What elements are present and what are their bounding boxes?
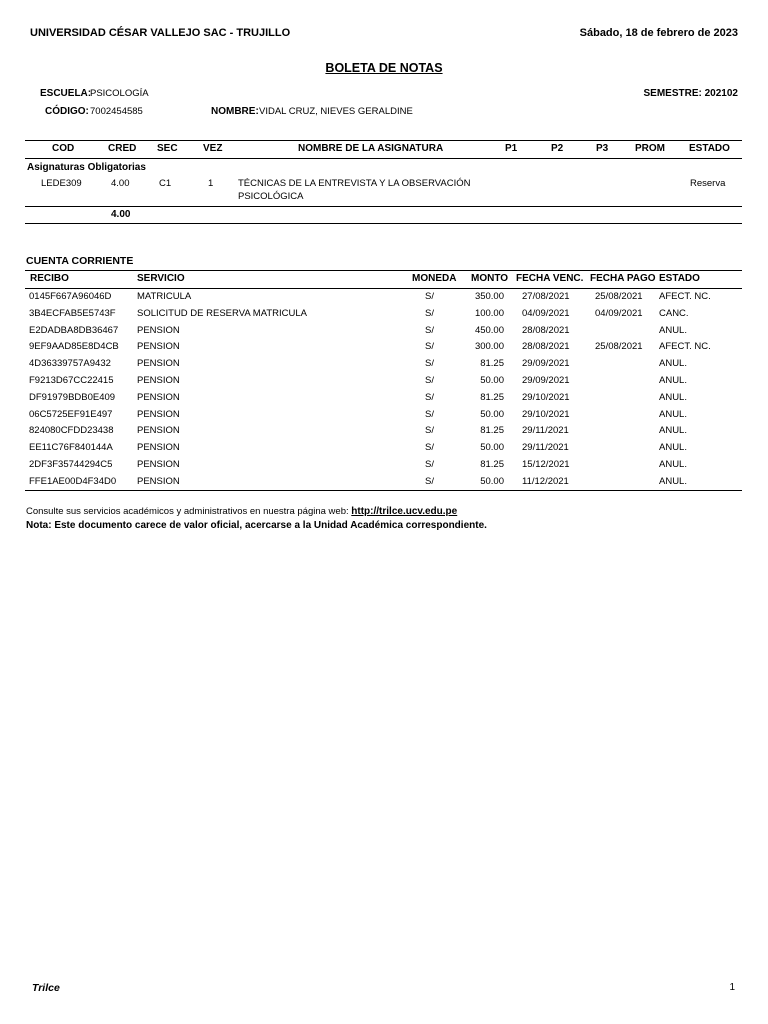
grades-header-row <box>0 143 768 157</box>
recibo-cell: EE11C76F840144A <box>29 442 113 454</box>
course-vez: 1 <box>208 178 214 189</box>
moneda-cell: S/ <box>425 391 434 403</box>
moneda-cell: S/ <box>425 375 434 386</box>
col-p1: P1 <box>505 143 518 154</box>
col-estado: ESTADO <box>689 143 730 154</box>
fecha-venc-cell: 28/08/2021 <box>522 324 570 336</box>
servicio-cell: PENSION <box>137 425 180 437</box>
footer-brand: Trilce <box>32 982 60 994</box>
estado-cell: ANUL. <box>659 459 687 470</box>
servicio-cell: PENSION <box>137 442 180 454</box>
account-row <box>0 291 768 308</box>
trilce-link[interactable]: http://trilce.ucv.edu.pe <box>351 506 458 517</box>
monto-cell: 81.25 <box>480 459 504 470</box>
recibo-cell: 3B4ECFAB5E5743F <box>29 307 116 319</box>
grades-bottom-rule <box>25 223 742 224</box>
codigo-label: CÓDIGO: <box>45 106 89 117</box>
recibo-cell: FFE1AE00D4F34D0 <box>29 475 117 487</box>
institution-name: UNIVERSIDAD CÉSAR VALLEJO SAC - TRUJILLO <box>30 27 291 39</box>
account-header-rule <box>25 288 742 289</box>
fecha-venc-cell: 04/09/2021 <box>522 307 570 319</box>
moneda-cell: S/ <box>425 408 434 420</box>
account-row <box>0 358 768 375</box>
fecha-venc-cell: 29/09/2021 <box>522 375 570 386</box>
consult-line <box>26 506 457 517</box>
fecha-venc-cell: 28/08/2021 <box>522 341 570 353</box>
monto-cell: 50.00 <box>480 375 504 386</box>
account-row <box>0 459 768 476</box>
recibo-cell: 4D36339757A9432 <box>29 358 111 370</box>
recibo-cell: DF91979BDB0E409 <box>29 391 116 403</box>
account-header-row <box>0 273 768 287</box>
recibo-cell: 2DF3F35744294C5 <box>29 459 113 470</box>
moneda-cell: S/ <box>425 358 434 370</box>
col-nombre: NOMBRE DE LA ASIGNATURA <box>298 143 444 154</box>
servicio-cell: MATRICULA <box>137 291 192 302</box>
nombre-label: NOMBRE: <box>211 106 259 117</box>
servicio-cell: PENSION <box>137 475 180 487</box>
recibo-cell: 06C5725EF91E497 <box>29 408 113 420</box>
moneda-cell: S/ <box>425 324 434 336</box>
recibo-cell: 0145F667A96046D <box>29 291 112 302</box>
recibo-cell: F9213D67CC22415 <box>29 375 114 386</box>
semestre-value: 202102 <box>704 88 738 99</box>
account-bottom-rule <box>25 490 742 491</box>
course-name-line1: TÉCNICAS DE LA ENTREVISTA Y LA OBSERVACIÓN <box>238 178 471 189</box>
estado-cell: ANUL. <box>659 324 687 336</box>
escuela-value: PSICOLOGÍA <box>90 88 149 99</box>
estado-cell: ANUL. <box>659 425 687 437</box>
col-fecha-pago: FECHA PAGO <box>590 273 656 284</box>
servicio-cell: PENSION <box>137 408 180 420</box>
col-moneda: MONEDA <box>412 273 457 284</box>
fecha-venc-cell: 27/08/2021 <box>522 291 570 302</box>
estado-cell: AFECT. NC. <box>659 341 711 353</box>
grades-top-rule <box>25 140 742 141</box>
account-title: CUENTA CORRIENTE <box>26 255 134 267</box>
monto-cell: 81.25 <box>480 391 504 403</box>
servicio-cell: PENSION <box>137 341 180 353</box>
nombre-value: VIDAL CRUZ, NIEVES GERALDINE <box>259 106 413 117</box>
account-row <box>0 325 768 342</box>
col-sec: SEC <box>157 143 178 154</box>
fecha-venc-cell: 29/10/2021 <box>522 408 570 420</box>
col-cred: CRED <box>108 143 137 154</box>
moneda-cell: S/ <box>425 291 434 302</box>
fecha-venc-cell: 15/12/2021 <box>522 459 570 470</box>
grades-total-rule <box>25 206 742 207</box>
account-row <box>0 409 768 426</box>
fecha-pago-cell: 25/08/2021 <box>595 341 643 353</box>
fecha-venc-cell: 29/11/2021 <box>522 442 569 454</box>
estado-cell: ANUL. <box>659 475 687 487</box>
monto-cell: 81.25 <box>480 425 504 437</box>
account-row <box>0 308 768 325</box>
estado-cell: AFECT. NC. <box>659 291 711 302</box>
col-servicio: SERVICIO <box>137 273 185 284</box>
servicio-cell: SOLICITUD DE RESERVA MATRICULA <box>137 307 307 319</box>
monto-cell: 300.00 <box>474 341 504 353</box>
estado-cell: ANUL. <box>659 391 687 403</box>
estado-cell: CANC. <box>659 307 689 319</box>
monto-cell: 450.00 <box>474 324 504 336</box>
codigo-value: 7002454585 <box>90 106 143 117</box>
servicio-cell: PENSION <box>137 375 180 386</box>
semestre-label <box>644 88 739 99</box>
monto-cell: 50.00 <box>480 442 504 454</box>
fecha-venc-cell: 29/09/2021 <box>522 358 570 370</box>
fecha-pago-cell: 25/08/2021 <box>595 291 643 302</box>
estado-cell: ANUL. <box>659 358 687 370</box>
account-row <box>0 392 768 409</box>
grades-header-rule <box>25 158 742 159</box>
course-name-line2: PSICOLÓGICA <box>238 191 304 202</box>
escuela-label: ESCUELA: <box>40 88 92 99</box>
course-sec: C1 <box>159 178 172 189</box>
col-vez: VEZ <box>203 143 223 154</box>
consult-text: Consulte sus servicios académicos y administrativos en nuestra página web: <box>26 506 349 517</box>
course-cod: LEDE309 <box>41 178 82 189</box>
moneda-cell: S/ <box>425 341 434 353</box>
col-estado-cuenta: ESTADO <box>659 273 700 284</box>
moneda-cell: S/ <box>425 425 434 437</box>
account-row <box>0 375 768 392</box>
recibo-cell: 9EF9AAD85E8D4CB <box>29 341 119 353</box>
moneda-cell: S/ <box>425 475 434 487</box>
recibo-cell: 824080CFDD23438 <box>29 425 114 437</box>
col-cod: COD <box>52 143 75 154</box>
moneda-cell: S/ <box>425 459 434 470</box>
col-p2: P2 <box>551 143 564 154</box>
semestre-label-text: SEMESTRE: <box>643 88 702 99</box>
fecha-venc-cell: 29/11/2021 <box>522 425 569 437</box>
course-cred: 4.00 <box>111 178 130 189</box>
col-prom: PROM <box>635 143 665 154</box>
fecha-pago-cell: 04/09/2021 <box>595 307 643 319</box>
group-title: Asignaturas Obligatorias <box>27 162 146 173</box>
monto-cell: 81.25 <box>480 358 504 370</box>
moneda-cell: S/ <box>425 307 434 319</box>
col-fecha-venc: FECHA VENC. <box>516 273 584 284</box>
document-date: Sábado, 18 de febrero de 2023 <box>579 27 738 39</box>
col-p3: P3 <box>596 143 609 154</box>
servicio-cell: PENSION <box>137 358 180 370</box>
estado-cell: ANUL. <box>659 442 687 454</box>
moneda-cell: S/ <box>425 442 434 454</box>
servicio-cell: PENSION <box>137 459 180 470</box>
page-title: BOLETA DE NOTAS <box>325 61 443 75</box>
estado-cell: ANUL. <box>659 375 687 386</box>
servicio-cell: PENSION <box>137 391 180 403</box>
total-credits: 4.00 <box>111 209 131 220</box>
recibo-cell: E2DADBA8DB36467 <box>29 324 119 336</box>
col-recibo: RECIBO <box>30 273 69 284</box>
fecha-venc-cell: 29/10/2021 <box>522 391 570 403</box>
monto-cell: 350.00 <box>474 291 504 302</box>
monto-cell: 50.00 <box>480 408 504 420</box>
course-row <box>0 178 768 206</box>
estado-cell: ANUL. <box>659 408 687 420</box>
col-monto: MONTO <box>471 273 509 284</box>
course-estado: Reserva <box>690 178 726 189</box>
account-row <box>0 425 768 442</box>
monto-cell: 50.00 <box>480 475 504 487</box>
servicio-cell: PENSION <box>137 324 180 336</box>
monto-cell: 100.00 <box>474 307 504 319</box>
fecha-venc-cell: 11/12/2021 <box>522 475 569 487</box>
account-row <box>0 341 768 358</box>
account-top-rule <box>25 270 742 271</box>
disclaimer-note: Nota: Este documento carece de valor oficial, acercarse a la Unidad Académica correspondiente. <box>26 520 487 531</box>
account-row <box>0 442 768 459</box>
page-number: 1 <box>729 982 735 993</box>
